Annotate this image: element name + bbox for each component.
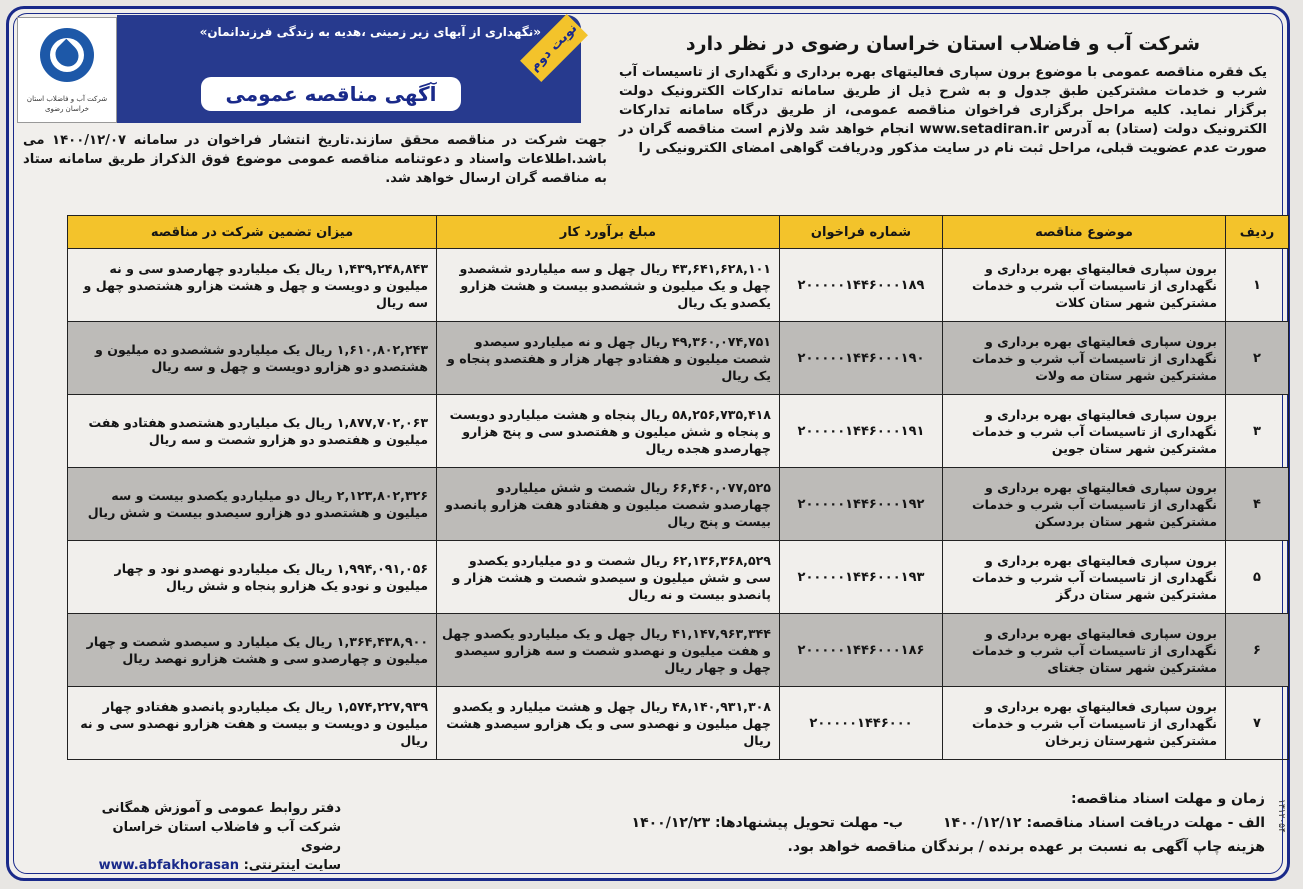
call-number: ۲۰۰۰۰۰۱۴۴۶۰۰۰۱۸۹ xyxy=(780,249,943,322)
estimate-amount: ۴۸,۱۴۰,۹۳۱,۳۰۸ ریال چهل و هشت میلیارد و یکصدو چهل میلیون و نهصدو سی و یک هزارو سیصدو هشت ریال xyxy=(437,687,780,760)
row-number: ۶ xyxy=(1226,614,1289,687)
row-number: ۴ xyxy=(1226,468,1289,541)
round-badge: نوبت دوم xyxy=(520,14,588,82)
logo-caption: شرکت آب و فاضلاب استان خراسان رضوی xyxy=(26,95,108,113)
tender-subject: برون سپاری فعالیتهای بهره برداری و نگهداری از تاسیسات آب شرب و خدمات مشترکین شهر ستان جغتای xyxy=(943,614,1226,687)
table-row xyxy=(68,322,1289,395)
row-number: ۱ xyxy=(1226,249,1289,322)
estimate-amount: ۴۳,۶۴۱,۶۲۸,۱۰۱ ریال چهل و سه میلیاردو ششصدو چهل و یک میلیون و ششصدو بیست و هشت هزارو یکصدو یک ریال xyxy=(437,249,780,322)
call-number: ۲۰۰۰۰۰۱۴۴۶۰۰۰ xyxy=(780,687,943,760)
banner-background xyxy=(117,15,581,123)
tender-subject: برون سپاری فعالیتهای بهره برداری و نگهداری از تاسیسات آب شرب و خدمات مشترکین شهر ستان جوین xyxy=(943,395,1226,468)
tender-subject: برون سپاری فعالیتهای بهره برداری و نگهداری از تاسیسات آب شرب و خدمات مشترکین شهر ستان مه ولات xyxy=(943,322,1226,395)
tender-table xyxy=(67,215,1289,760)
row-number: ۵ xyxy=(1226,541,1289,614)
header-guarantee: میزان تضمین شرکت در مناقصه xyxy=(68,216,437,249)
table-row xyxy=(68,395,1289,468)
deadline-title: زمان و مهلت اسناد مناقصه: xyxy=(1071,791,1265,807)
deadline-section xyxy=(575,787,1265,859)
tender-subject: برون سپاری فعالیتهای بهره برداری و نگهداری از تاسیسات آب شرب و خدمات مشترکین شهر ستان کلات xyxy=(943,249,1226,322)
estimate-amount: ۵۸,۲۵۶,۷۳۵,۴۱۸ ریال پنجاه و هشت میلیاردو دویست و پنجاه و شش میلیون و هفتصدو سی و پنج هزارو چهارصدو هجده ریال xyxy=(437,395,780,468)
slogan: «نگهداری از آبهای زیر زمینی ،هدیه به زندگی فرزندانمان» xyxy=(199,25,541,39)
guarantee-amount: ۱,۸۷۷,۷۰۲,۰۶۳ ریال یک میلیاردو هشتصدو هفتادو هفت میلیون و هفتصدو دو هزارو شصت و سه ریال xyxy=(68,395,437,468)
water-drop-icon xyxy=(40,28,94,82)
notice-title: آگهی مناقصه عمومی xyxy=(201,77,461,111)
tender-subject: برون سپاری فعالیتهای بهره برداری و نگهداری از تاسیسات آب شرب و خدمات مشترکین شهر ستان درگز xyxy=(943,541,1226,614)
header-subject: موضوع مناقصه xyxy=(943,216,1226,249)
estimate-amount: ۶۶,۴۶۰,۰۷۷,۵۲۵ ریال شصت و شش میلیاردو چهارصدو شصت میلیون و هفتادو هفت هزارو پانصدو بیست و پنج ریال xyxy=(437,468,780,541)
table-row xyxy=(68,468,1289,541)
guarantee-amount: ۱,۹۹۴,۰۹۱,۰۵۶ ریال یک میلیاردو نهصدو نود و چهار میلیون و نودو یک هزارو پنجاه و شش ریال xyxy=(68,541,437,614)
bid-submission-deadline: ب- مهلت تحویل پیشنهادها: ۱۴۰۰/۱۲/۲۳ xyxy=(631,815,904,831)
company-logo xyxy=(17,17,117,123)
guarantee-amount: ۱,۴۳۹,۲۴۸,۸۴۳ ریال یک میلیاردو چهارصدو سی و نه میلیون و دویست و چهل و هشت هزارو هشتصدو چهل و سه ریال xyxy=(68,249,437,322)
document-receipt-deadline: الف - مهلت دریافت اسناد مناقصه: ۱۴۰۰/۱۲/۱۲ xyxy=(943,815,1265,831)
cost-note: هزینه چاپ آگهی به نسبت بر عهده برنده / برندگان مناقصه خواهد بود. xyxy=(787,839,1265,855)
estimate-amount: ۴۹,۳۶۰,۰۷۴,۷۵۱ ریال چهل و نه میلیاردو سیصدو شصت میلیون و هفتادو چهار هزار و هفتصدو پنجاه و یک ریال xyxy=(437,322,780,395)
intro-continuation: جهت شرکت در مناقصه محقق سازند.تاریخ انتشار فراخوان در سامانه ۱۴۰۰/۱۲/۰۷ می باشد.اطلاعات واسناد و دعوتنامه مناقصه عمومی موضوع فوق الذکراز طریق سامانه ستاد به مناقصه گران ارسال خواهد شد. xyxy=(23,133,607,186)
website-link[interactable]: www.abfakhorasan xyxy=(98,858,240,873)
estimate-amount: ۴۱,۱۴۷,۹۶۳,۳۴۴ ریال چهل و یک میلیاردو یکصدو چهل و هفت میلیون و نهصدو شصت و سه هزارو سیصدو چهل و چهار ریال xyxy=(437,614,780,687)
intro-section xyxy=(619,23,1267,158)
guarantee-amount: ۱,۶۱۰,۸۰۲,۲۴۳ ریال یک میلیاردو ششصدو ده میلیون و هشتصدو دو هزارو دویست و چهل و سه ریال xyxy=(68,322,437,395)
side-code: ۱۳۱۲۰۵۴ xyxy=(1276,799,1286,833)
estimate-amount: ۶۲,۱۳۶,۳۶۸,۵۲۹ ریال شصت و دو میلیاردو یکصدو سی و شش میلیون و سیصدو شصت و هشت هزار و پانصدو بیست و نه ریال xyxy=(437,541,780,614)
table-row xyxy=(68,614,1289,687)
company-name: شرکت آب و فاضلاب استان خراسان رضوی xyxy=(112,820,341,854)
tender-subject: برون سپاری فعالیتهای بهره برداری و نگهداری از تاسیسات آب شرب و خدمات مشترکین شهرستان زبرخان xyxy=(943,687,1226,760)
guarantee-amount: ۲,۱۲۳,۸۰۲,۳۲۶ ریال دو میلیاردو یکصدو بیست و سه میلیون و هشتصدو دو هزارو سیصدو بیست و شش ریال xyxy=(68,468,437,541)
call-number: ۲۰۰۰۰۰۱۴۴۶۰۰۰۱۹۰ xyxy=(780,322,943,395)
table-row xyxy=(68,249,1289,322)
contact-section xyxy=(71,799,341,875)
call-number: ۲۰۰۰۰۰۱۴۴۶۰۰۰۱۹۱ xyxy=(780,395,943,468)
main-title: شرکت آب و فاضلاب استان خراسان رضوی در نظر دارد xyxy=(685,33,1201,55)
call-number: ۲۰۰۰۰۰۱۴۴۶۰۰۰۱۹۳ xyxy=(780,541,943,614)
table-row xyxy=(68,687,1289,760)
header-row-number: ردیف xyxy=(1226,216,1289,249)
guarantee-amount: ۱,۳۶۴,۴۳۸,۹۰۰ ریال یک میلیارد و سیصدو شصت و چهار میلیون و چهارصدو سی و هشت هزارو نهصد ریال xyxy=(68,614,437,687)
call-number: ۲۰۰۰۰۰۱۴۴۶۰۰۰۱۸۶ xyxy=(780,614,943,687)
row-number: ۲ xyxy=(1226,322,1289,395)
tender-subject: برون سپاری فعالیتهای بهره برداری و نگهداری از تاسیسات آب شرب و خدمات مشترکین شهر ستان بردسکن xyxy=(943,468,1226,541)
call-number: ۲۰۰۰۰۰۱۴۴۶۰۰۰۱۹۲ xyxy=(780,468,943,541)
guarantee-amount: ۱,۵۷۴,۲۲۷,۹۳۹ ریال یک میلیاردو پانصدو هفتادو چهار میلیون و دویست و بیست و هفت هزارو نهصدو سی و نه ریال xyxy=(68,687,437,760)
row-number: ۳ xyxy=(1226,395,1289,468)
header-banner xyxy=(17,15,597,123)
website-label: سایت اینترنتی: xyxy=(243,858,341,873)
office-name: دفتر روابط عمومی و آموزش همگانی xyxy=(101,801,341,816)
intro-text: یک فقره مناقصه عمومی با موضوع برون سپاری فعالیتهای بهره برداری و نگهداری از تاسیسات آب شرب و خدمات مشترکین طبق جدول و به شرح ذیل از طریق سامانه تدارکات الکترونیک دولت برگزار نماید. کلیه مراحل برگزاری فراخوان مناقصه عمومی، از طریق درگاه سامانه تدارکات الکترونیک دولت (ستاد) به آدرس www.setadiran.ir انجام خواهد شد ولازم است مناقصه گران در صورت عدم عضویت قبلی، مراحل ثبت نام در سایت مذکور ودریافت گواهی امضای الکترونیکی را xyxy=(619,65,1267,156)
header-call-number: شماره فراخوان xyxy=(780,216,943,249)
table-row xyxy=(68,541,1289,614)
row-number: ۷ xyxy=(1226,687,1289,760)
advertisement-frame xyxy=(6,6,1290,881)
header-estimate: مبلغ برآورد کار xyxy=(437,216,780,249)
